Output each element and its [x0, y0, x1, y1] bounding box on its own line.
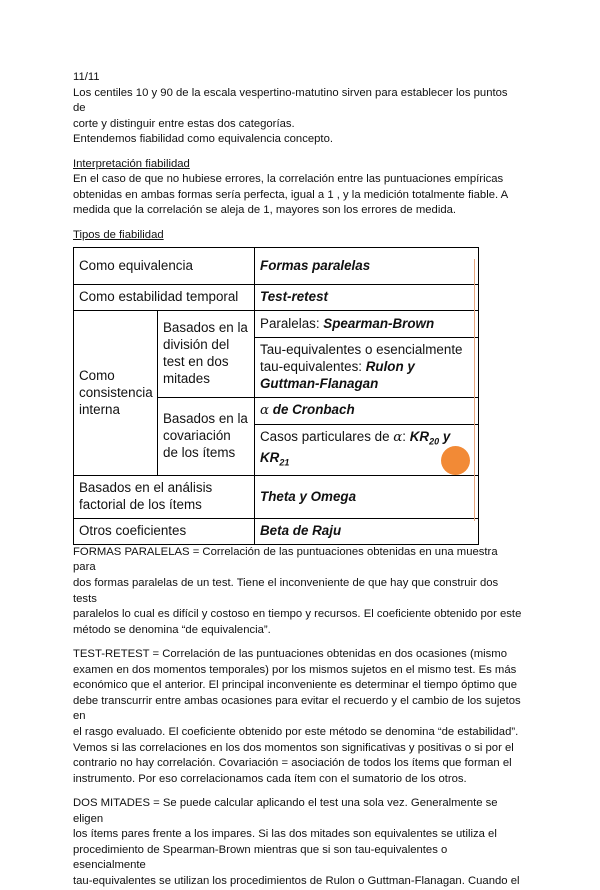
retest-line: debe transcurrir entre ambas ocasiones para evitar el recuerdo y el cambio de los sujetos en: [73, 694, 521, 723]
interpretacion-line: medida que la correlación se aleja de 1, mayores son los errores de medida.: [73, 204, 457, 217]
cell-text: Tau-equivalentes o esencialmente tau-equivalentes:: [260, 342, 463, 374]
table-row: [74, 248, 479, 285]
table-cell: Basados en la división del test en dos mitades: [158, 311, 255, 397]
table-cell: Test-retest: [255, 285, 479, 311]
intro-line: Entendemos fiabilidad como equivalencia concepto.: [73, 133, 333, 146]
reliability-table: [73, 247, 479, 545]
cell-text: Paralelas:: [260, 315, 324, 331]
interpretacion-line: obtenidas en ambas formas sería perfecta, igual a 1 , y la medición totalmente fiable. A: [73, 188, 509, 201]
formas-line: método se denomina “de equivalencia”.: [73, 623, 271, 636]
retest-line: Vemos si las correlaciones en los dos momentos son significativas y positivas o si por el: [73, 741, 514, 754]
table-cell: Como consistencia interna: [74, 311, 158, 476]
table-cell: Como equivalencia: [74, 248, 255, 285]
margin-line: [474, 259, 475, 521]
interpretacion-heading: Interpretación fiabilidad: [73, 157, 190, 170]
table-cell: Basados en el análisis factorial de los ítems: [74, 476, 255, 519]
tipos-heading: Tipos de fiabilidad: [73, 228, 164, 241]
table-row: [74, 476, 479, 519]
mitades-line: los ítems pares frente a los impares. Si las dos mitades son equivalentes se utiliza el: [73, 828, 497, 841]
cell-text: y: [439, 428, 451, 444]
alpha-symbol: α: [260, 402, 270, 418]
interpretacion-line: En el caso de que no hubiese errores, la correlación entre las puntuaciones empíricas: [73, 173, 504, 186]
cell-text: Rulon y Guttman-Flanagan: [260, 358, 415, 391]
mitades-line: procedimiento de Spearman-Brown mientras que si son tau-equivalentes o esencialmente: [73, 843, 448, 872]
table-cell: Basados en la covariación de los ítems: [158, 397, 255, 476]
formas-line: paralelos lo cual es difícil y costoso en tiempo y recursos. El coeficiente obtenido por este: [73, 608, 522, 621]
retest-line: examen en dos momentos temporales) por los mismos sujetos en el mismo test. Es más: [73, 663, 517, 676]
cell-text: de Cronbach: [269, 401, 355, 417]
retest-line: TEST-RETEST = Correlación de las puntuaciones obtenidas en dos ocasiones (mismo: [73, 648, 507, 660]
table-row: [74, 285, 479, 311]
retest-line: económico que el anterior. El principal inconveniente es determinar el tiempo óptimo que: [73, 679, 517, 692]
cell-text: Spearman-Brown: [323, 315, 435, 331]
formas-line: dos formas paralelas de un test. Tiene el inconveniente de que hay que construir dos tests: [73, 577, 499, 605]
retest-line: contrario no hay correlación. Covariación = asociación de todos los ítems que forman el: [73, 757, 512, 770]
cell-text: 20: [429, 436, 440, 447]
document-page: [73, 70, 523, 890]
orange-dot-marker[interactable]: [441, 446, 470, 475]
retest-line: instrumento. Por eso correlacionamos cada ítem con el sumatorio de los otros.: [73, 772, 467, 785]
table-cell: Como estabilidad temporal: [74, 285, 255, 311]
table-cell: Theta y Omega: [255, 476, 479, 519]
table-cell: Beta de Raju: [255, 519, 479, 545]
cell-text: KR: [409, 428, 430, 444]
mitades-line: tau-equivalentes se utilizan los procedimientos de Rulon o Guttman-Flanagan. Cuando el: [73, 874, 520, 887]
cell-text: Casos particulares de: [260, 428, 394, 444]
mitades-line: DOS MITADES = Se puede calcular aplicando el test una sola vez. Generalmente se eligen: [73, 796, 498, 825]
retest-line: el rasgo evaluado. El coeficiente obtenido por este método se denomina “de estabilidad”.: [73, 725, 519, 738]
reliability-table-wrapper: [73, 247, 523, 545]
cell-text: KR: [260, 449, 280, 465]
table-cell: Formas paralelas: [255, 248, 479, 285]
intro-line: corte y distinguir entre estas dos categorías.: [73, 117, 295, 130]
table-cell: [255, 397, 479, 424]
table-row: [74, 519, 479, 545]
intro-line: Los centiles 10 y 90 de la escala vespertino-matutino sirven para establecer los puntos de: [73, 86, 508, 115]
alpha-symbol: α: [393, 429, 403, 445]
table-cell: [255, 338, 479, 397]
table-cell: [255, 311, 479, 338]
cell-text: :: [402, 428, 410, 444]
formas-line: FORMAS PARALELAS = Correlación de las puntuaciones obtenidas en una muestra para: [73, 545, 498, 574]
date-line: 11/11: [73, 71, 100, 83]
table-cell: Otros coeficientes: [74, 519, 255, 545]
table-row: [74, 311, 479, 338]
cell-text: 21: [279, 457, 290, 468]
